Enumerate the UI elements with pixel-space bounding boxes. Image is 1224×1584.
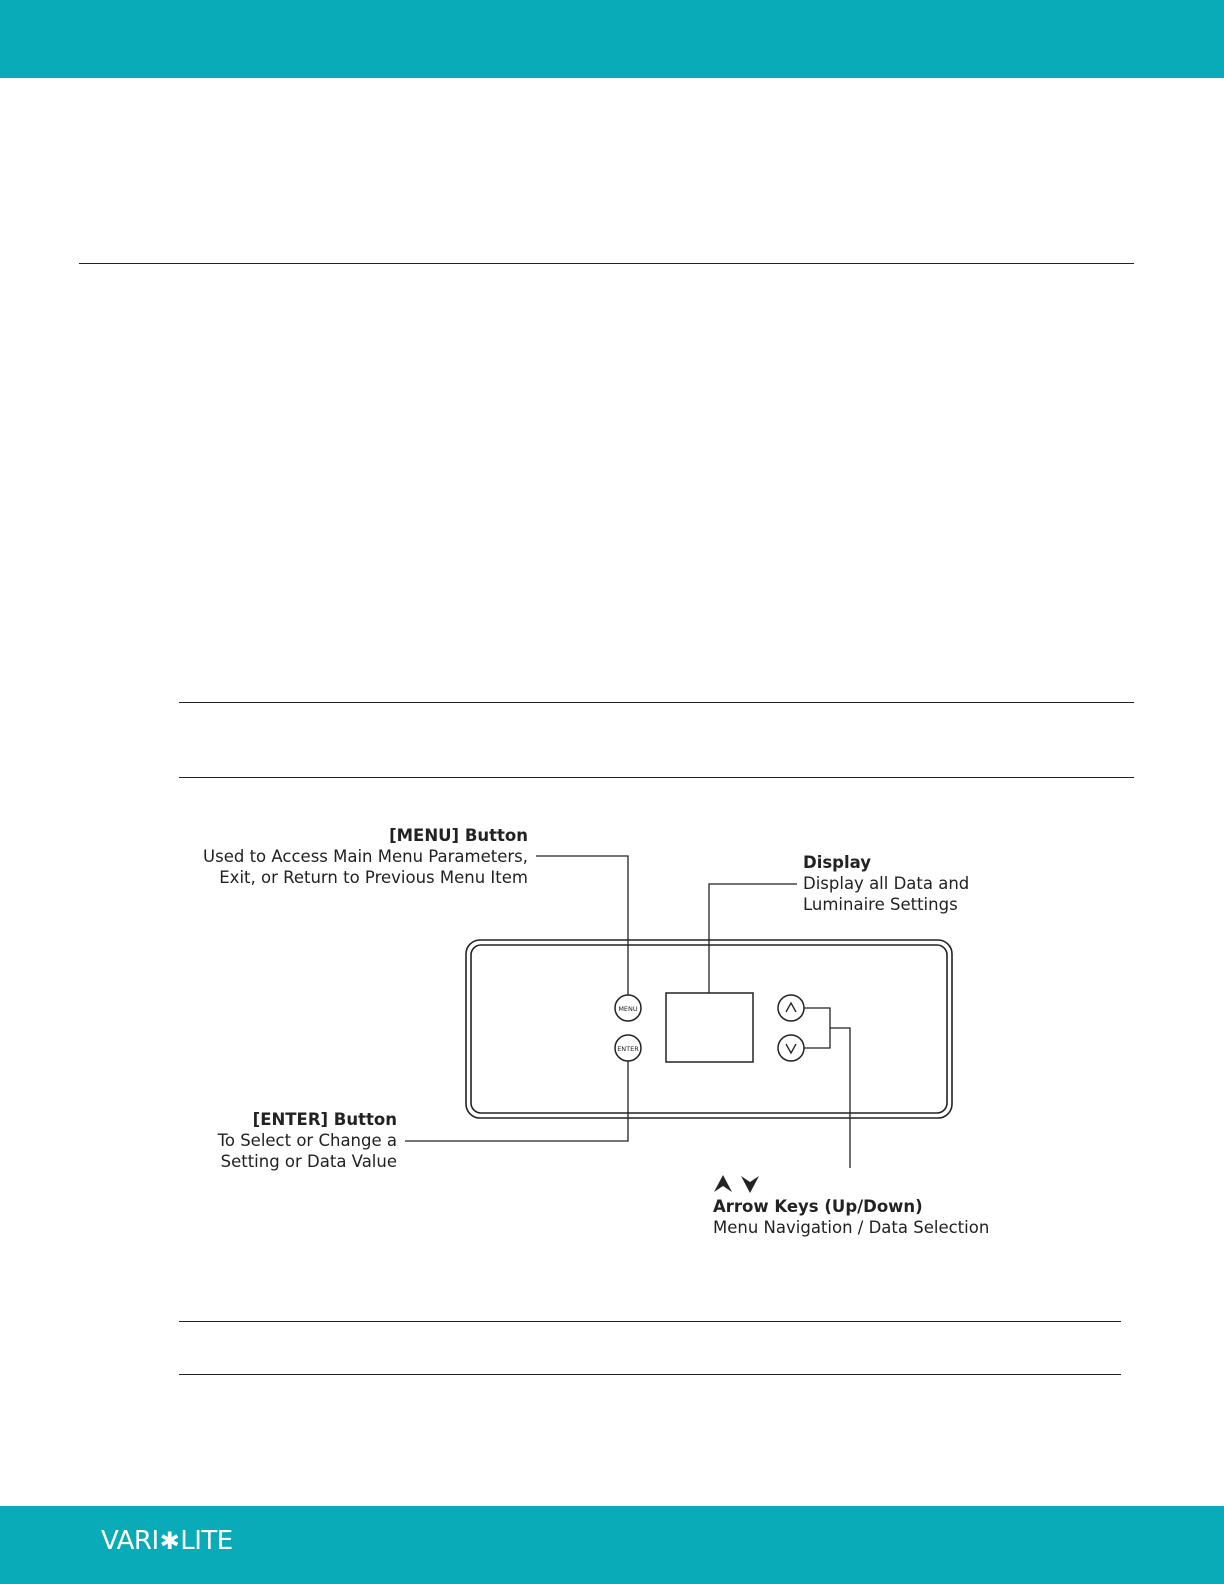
display-callout-line2: Luminaire Settings [803,895,958,914]
display-screen [666,993,753,1062]
arrows-leader-line [830,1028,850,1168]
display-callout-title: Display [803,853,872,872]
menu-button-graphic [615,995,641,1021]
down-arrow-button-graphic [778,1035,804,1061]
display-leader-line [709,884,797,993]
up-arrow-button-graphic [778,995,804,1021]
display-callout [803,852,969,915]
enter-leader-line [405,1061,628,1141]
enter-callout-line1: To Select or Change a [217,1131,397,1150]
arrow-keys-callout [713,1196,989,1238]
enter-button-legend: ENTER [617,1045,639,1053]
arrows-callout-line1: Menu Navigation / Data Selection [713,1218,990,1237]
enter-callout-title: [ENTER] Button [252,1110,397,1129]
logo-text-right: LITE [180,1526,233,1556]
arrows-callout-title: Arrow Keys (Up/Down) [713,1197,923,1216]
menu-button-legend: MENU [618,1005,638,1013]
up-arrow-icon [714,1175,732,1192]
enter-button-graphic [615,1035,641,1061]
logo-text-left: VARI [101,1526,159,1556]
menu-callout-line2: Exit, or Return to Previous Menu Item [219,868,528,887]
menu-leader-line [536,856,628,995]
down-arrow-icon [741,1176,759,1193]
display-callout-line1: Display all Data and [803,874,970,893]
enter-callout-line2: Setting or Data Value [220,1152,397,1171]
vari-lite-logo [101,1528,233,1554]
logo-star-icon: ✱ [159,1527,180,1555]
menu-button-callout [203,825,528,888]
menu-callout-title: [MENU] Button [389,826,528,845]
arrows-bracket-line [804,1008,830,1048]
enter-button-callout [218,1109,397,1172]
menu-callout-line1: Used to Access Main Menu Parameters, [203,847,528,866]
